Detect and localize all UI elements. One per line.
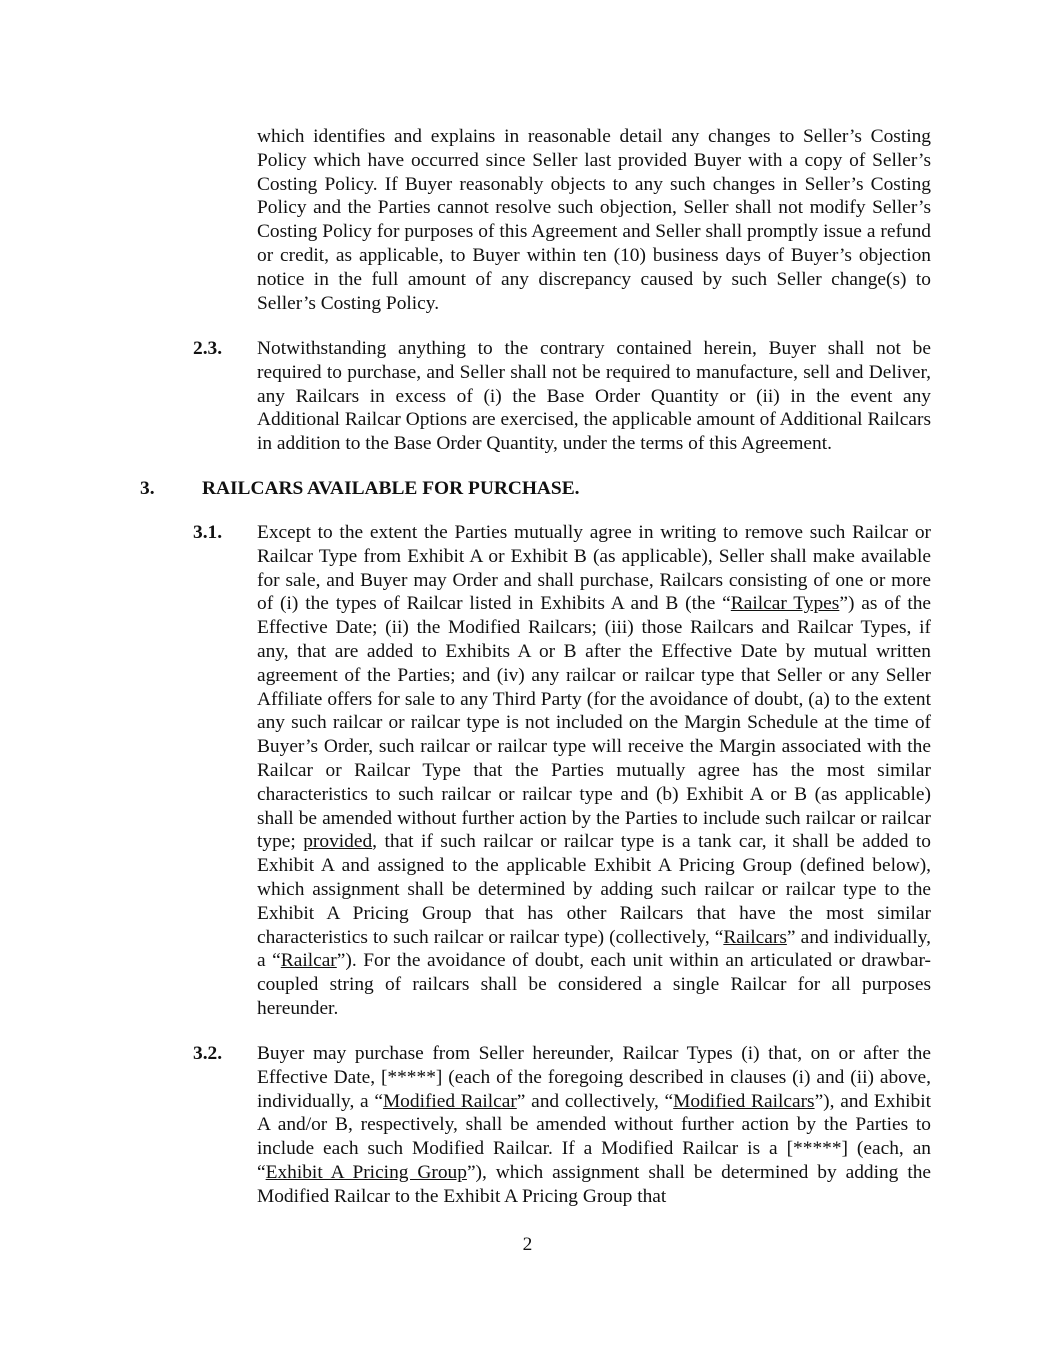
- clause-3-1-part-2: ”) as of the Effective Date; (ii) the Modified Railcars; (iii) those Railcars and Railcar Types, if any, that are added to Exhibits A or B after the Effective Date by mutual written agreement of the Parties; and (iv) any railcar or railcar type that Seller or any Seller Affiliate offers for sale to any Third Party (for the avoidance of doubt, (a) to the extent any such railcar or railcar type is not included on the Margin Schedule at the time of Buyer’s Order, such railcar or railcar type will receive the Margin associated with the Railcar or Railcar Type that the Parties mutually agree has the most similar characteristics to such railcar or railcar type and (b) Exhibit A or B (as applicable) shall be amended without further action by the Parties to include such railcar or railcar type;: [257, 593, 932, 853]
- defined-term-railcars: Railcars: [723, 926, 787, 948]
- clause-3-1-part-4: ” and individually, a “: [257, 926, 931, 972]
- clause-2-3-number: 2.3.: [193, 338, 223, 359]
- clause-3-2-text: [257, 1042, 931, 1209]
- term-provided: provided: [303, 831, 373, 853]
- page-number: 2: [522, 1234, 533, 1255]
- continuation-paragraph: which identifies and explains in reasonable detail any changes to Seller’s Costing Policy which have occurred since Seller last provided Buyer with a copy of Seller’s Costing Policy. If Buyer reasonably objects to any such changes in Seller’s Costing Policy and the Parties cannot resolve such objection, Seller shall not modify Seller’s Costing Policy for purposes of this Agreement and Seller shall promptly issue a refund or credit, as applicable, to Buyer within ten (10) business days of Buyer’s objection notice in the full amount of any discrepancy caused by such Seller change(s) to Seller’s Costing Policy.: [257, 126, 931, 314]
- clause-3-2-part-2: ” and collectively, “: [516, 1090, 674, 1112]
- defined-term-modified-railcar: Modified Railcar: [382, 1090, 517, 1112]
- defined-term-modified-railcars: Modified Railcars: [673, 1090, 815, 1112]
- clause-3-1-text: [257, 521, 931, 1021]
- clause-3-2-part-4: ”), which assignment shall be determined by adding the Modified Railcar to the Exhibit A Pricing Group that: [257, 1161, 932, 1207]
- clause-2-3-text: Notwithstanding anything to the contrary contained herein, Buyer shall not be required to purchase, and Seller shall not be required to manufacture, sell and Deliver, any Railcars in excess of (i) the Base Order Quantity or (ii) in the event any Additional Railcar Options are exercised, the applicable amount of Additional Railcars in addition to the Base Order Quantity, under the terms of this Agreement.: [257, 338, 931, 455]
- clause-3-1-part-5: ”). For the avoidance of doubt, each unit within an articulated or drawbar-coupled string of railcars shall be considered a single Railcar for all purposes hereunder.: [257, 950, 931, 1019]
- defined-term-exhibit-a-pricing-group: Exhibit A Pricing Group: [265, 1161, 467, 1183]
- clause-3-2-part-3: ”), and Exhibit A and/or B, respectively, shall be amended without further action by the Parties to include each such Modified Railcar. If a Modified Railcar is a [*****] (each, an “: [257, 1090, 931, 1183]
- defined-term-railcar-types: Railcar Types: [730, 593, 840, 615]
- clause-3-2-number: 3.2.: [193, 1043, 223, 1064]
- section-3-number: 3.: [140, 478, 155, 499]
- clause-3-1-number: 3.1.: [193, 522, 223, 543]
- clause-3-1-part-3: , that if such railcar or railcar type is a tank car, it shall be added to Exhibit A and assigned to the applicable Exhibit A Pricing Group (defined below), which assignment shall be determined by adding such railcar or railcar type to the Exhibit A Pricing Group that has other Railcars that have the most similar characteristics to such railcar or railcar type) (collectively, “: [257, 831, 931, 948]
- section-3-title: RAILCARS AVAILABLE FOR PURCHASE.: [202, 478, 580, 499]
- defined-term-railcar: Railcar: [280, 950, 337, 972]
- clause-3-1-part-1: Except to the extent the Parties mutually agree in writing to remove such Railcar or Railcar Type from Exhibit A or Exhibit B (as applicable), Seller shall make available for sale, and Buyer may Order and shall purchase, Railcars consisting of one or more of (i) the types of Railcar listed in Exhibits A and B (the “: [257, 522, 931, 615]
- clause-3-2-part-1: Buyer may purchase from Seller hereunder, Railcar Types (i) that, on or after the Effective Date, [*****] (each of the foregoing described in clauses (i) and (ii) above, individually, a “: [257, 1043, 931, 1112]
